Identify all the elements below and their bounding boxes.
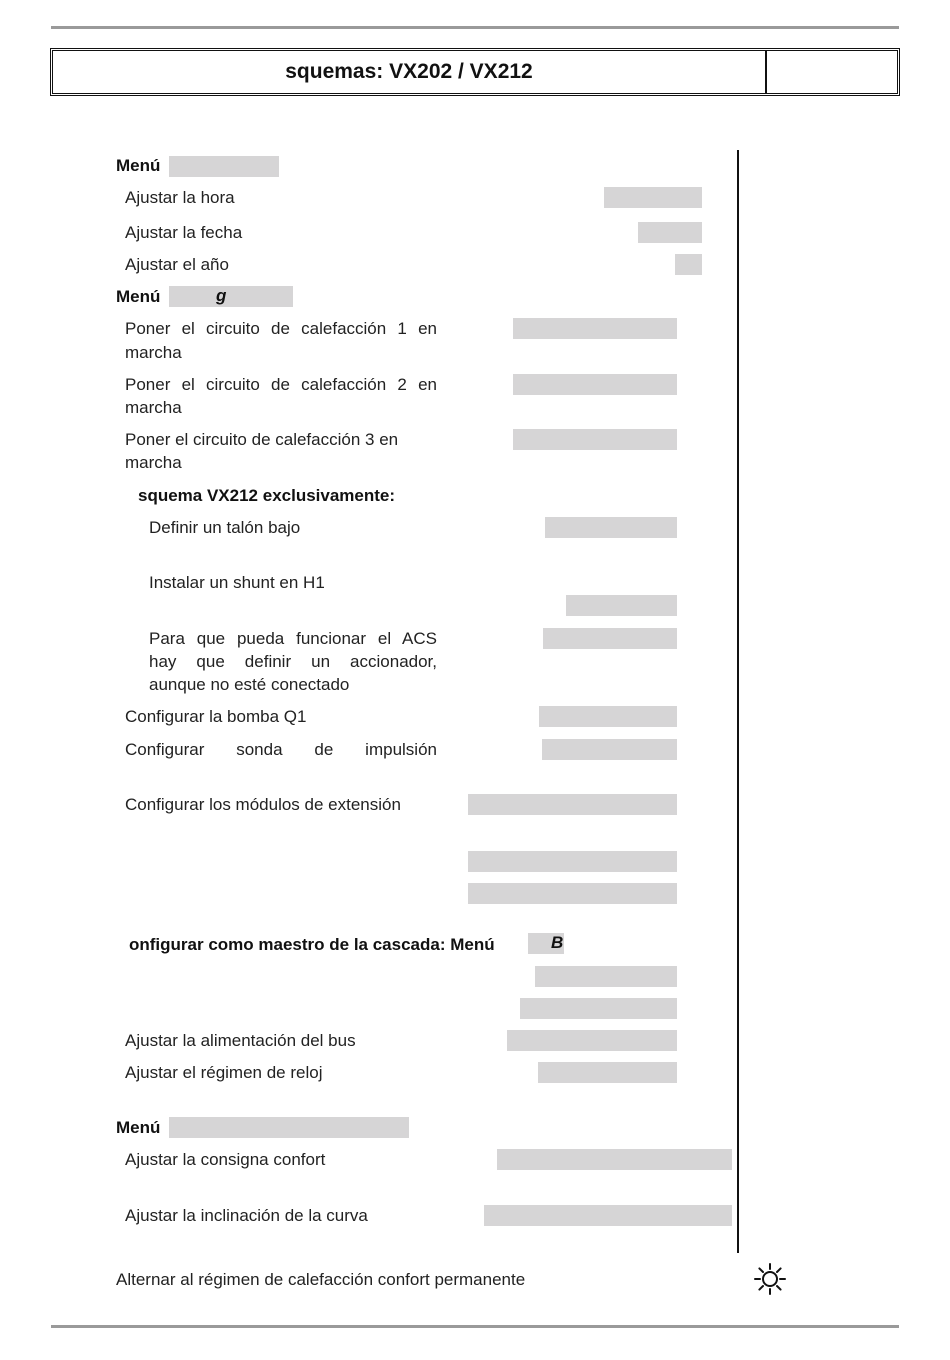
cascade-tag: B [551, 933, 564, 952]
item-acs-line2: hay que definir un accionador, [149, 652, 437, 671]
item-circuit-2-line1: Poner el circuito de calefacción 2 en [125, 375, 437, 394]
value-bar [604, 187, 702, 208]
value-bar [538, 1062, 677, 1083]
item-circuit-1-line2: marcha [125, 343, 182, 362]
value-bar [638, 222, 702, 243]
item-set-time: Ajustar la hora [125, 188, 235, 207]
menu1-label: Menú [116, 156, 161, 175]
item-acs-line3: aunque no esté conectado [149, 675, 350, 694]
menu3-label-highlight [169, 1117, 409, 1138]
value-bar [468, 883, 677, 904]
header-empty-cell [765, 51, 897, 93]
item-circuit-3-line2: marcha [125, 453, 182, 472]
value-bar [513, 374, 677, 395]
menu2-label: Menú [116, 287, 161, 306]
cascade-heading: onfigurar como maestro de la cascada: Menú [129, 935, 495, 954]
top-rule [51, 26, 899, 29]
value-bar [507, 1030, 677, 1051]
item-extension-modules: Configurar los módulos de extensión [125, 795, 401, 814]
item-clock-mode: Ajustar el régimen de reloj [125, 1063, 323, 1082]
header-box [50, 48, 900, 96]
menu1-label-highlight [169, 156, 279, 177]
value-bar [535, 966, 677, 987]
value-bar [497, 1149, 732, 1170]
item-circuit-2-line2: marcha [125, 398, 182, 417]
item-shunt-h1: Instalar un shunt en H1 [149, 573, 325, 592]
value-bar [468, 794, 677, 815]
value-bar [484, 1205, 732, 1226]
value-bar [468, 851, 677, 872]
item-set-year: Ajustar el año [125, 255, 229, 274]
item-set-date: Ajustar la fecha [125, 223, 243, 242]
sun-icon [753, 1262, 787, 1296]
item-pump-q1: Configurar la bomba Q1 [125, 707, 307, 726]
value-bar [539, 706, 677, 727]
menu2-label-highlight [169, 286, 293, 307]
vx212-heading: squema VX212 exclusivamente: [138, 486, 396, 505]
item-bus-power: Ajustar la alimentación del bus [125, 1031, 356, 1050]
bottom-rule [51, 1325, 899, 1328]
item-flow-sensor: Configurar sonda de impulsión [125, 740, 437, 759]
item-low-heel: Definir un talón bajo [149, 518, 301, 537]
value-bar [513, 318, 677, 339]
value-bar [545, 517, 677, 538]
value-bar [513, 429, 677, 450]
value-bar [675, 254, 702, 275]
value-bar [543, 628, 677, 649]
item-comfort-setpoint: Ajustar la consigna confort [125, 1150, 326, 1169]
item-curve-slope: Ajustar la inclinación de la curva [125, 1206, 368, 1225]
value-bar [566, 595, 677, 616]
item-circuit-3-line1: Poner el circuito de calefacción 3 en [125, 430, 399, 449]
menu3-label: Menú [116, 1118, 161, 1137]
footer-note: Alternar al régimen de calefacción confort permanente [116, 1270, 526, 1289]
right-margin-line [737, 150, 739, 1253]
menu2-tag: g [216, 286, 227, 305]
item-circuit-1-line1: Poner el circuito de calefacción 1 en [125, 319, 437, 338]
value-bar [542, 739, 677, 760]
value-bar [520, 998, 677, 1019]
item-acs-line1: Para que pueda funcionar el ACS [149, 629, 437, 648]
page-title: squemas: VX202 / VX212 [53, 51, 767, 93]
